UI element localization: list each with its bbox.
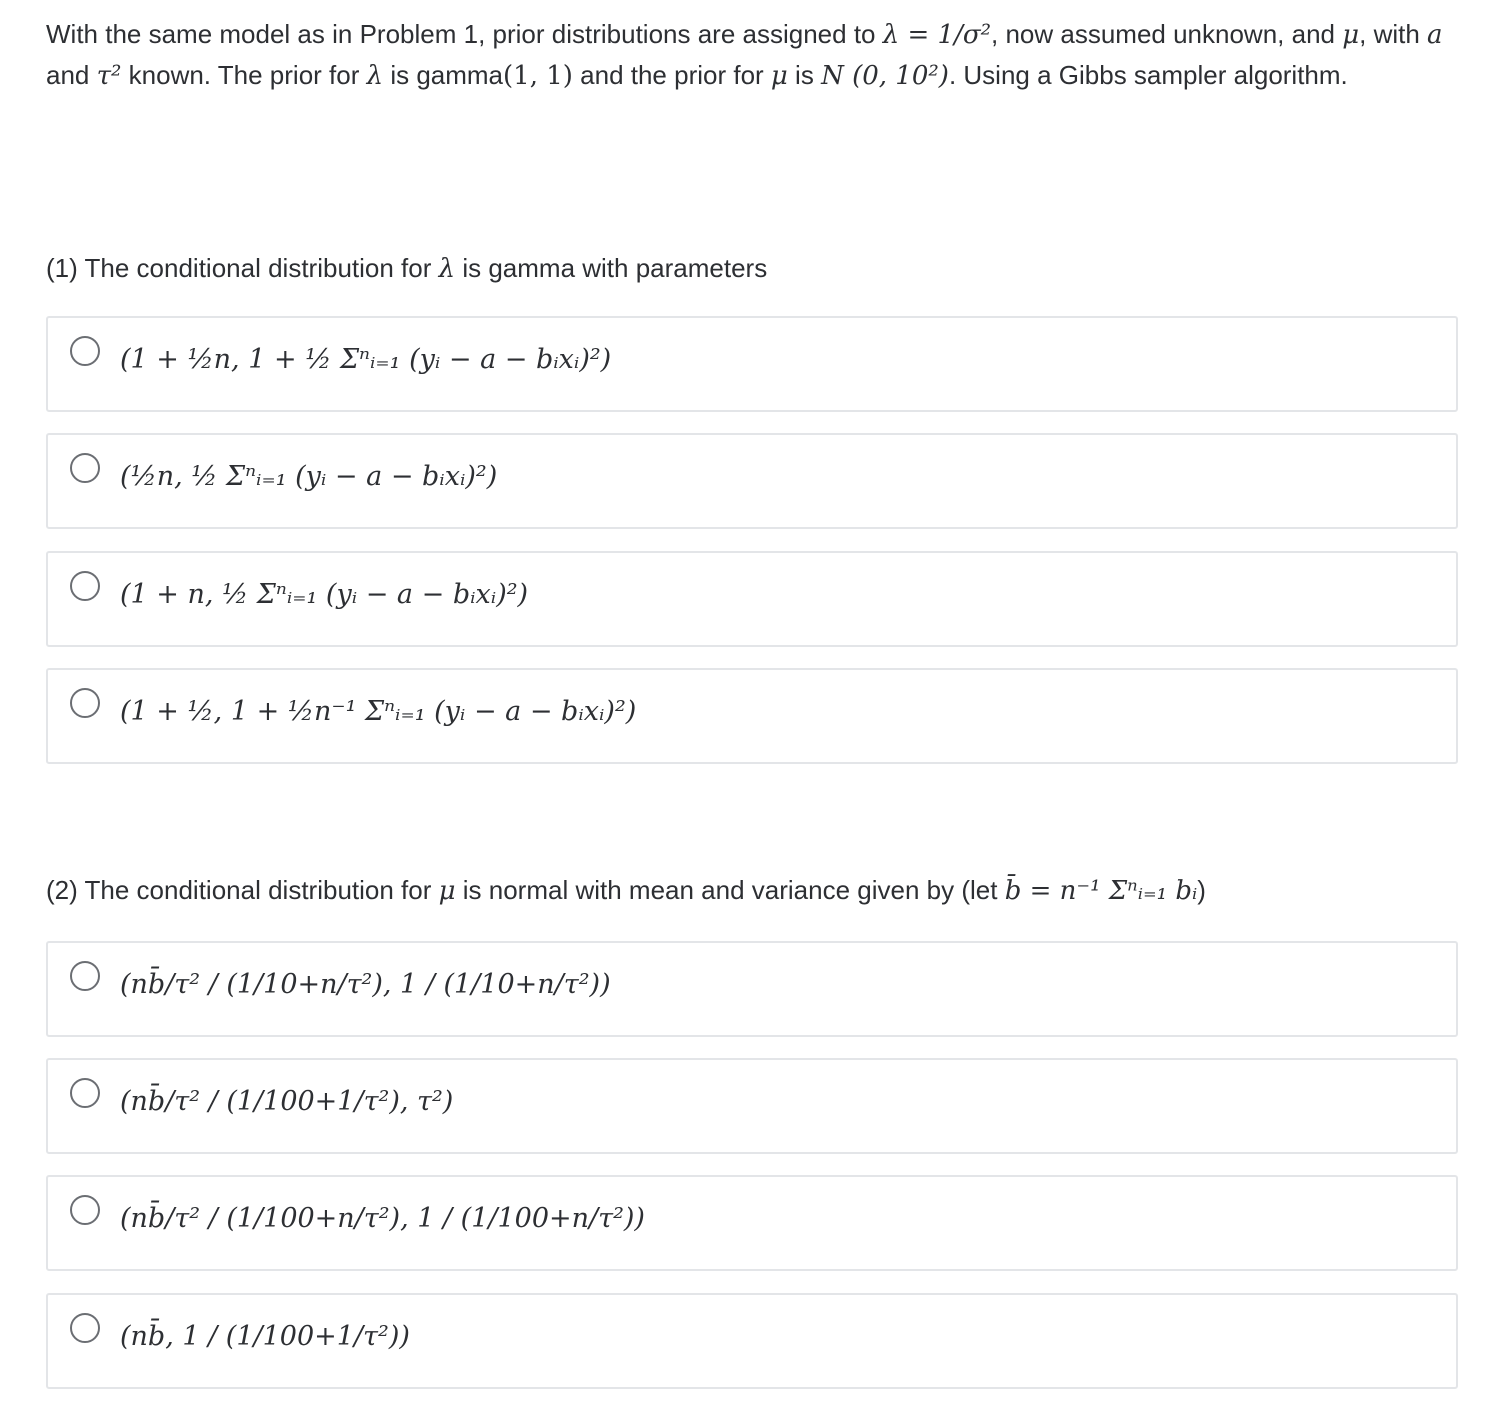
intro-text-8: is (787, 60, 822, 90)
radio-button-icon[interactable] (70, 1195, 100, 1225)
intro-text-6: is gamma (383, 60, 504, 90)
question-2-prefix: (2) The conditional distribution for (46, 875, 439, 905)
b-bar-definition: b̄ = n⁻¹ Σⁿᵢ₌₁ bᵢ (1004, 876, 1198, 906)
question-2-suffix: ) (1197, 875, 1206, 905)
question-2-option-1[interactable] (46, 941, 1458, 1037)
option-label: (1 + n, ½ Σⁿᵢ₌₁ (yᵢ − a − bᵢxᵢ)²) (120, 579, 529, 610)
question-2-middle: is normal with mean and variance given by (let (455, 875, 1005, 905)
gamma-parameters: (1, 1) (503, 61, 573, 91)
lambda-symbol: λ (366, 61, 384, 91)
normal-prior: N (0, 10²) (821, 61, 949, 91)
question-1-prompt (46, 248, 767, 289)
radio-button-icon[interactable] (70, 453, 100, 483)
question-2-option-3[interactable] (46, 1175, 1458, 1271)
question-2-prompt (46, 870, 1206, 911)
question-1-suffix: is gamma with parameters (455, 253, 768, 283)
question-1-option-4[interactable] (46, 668, 1458, 764)
radio-button-icon[interactable] (70, 336, 100, 366)
intro-text-9: . Using a Gibbs sampler algorithm. (948, 60, 1348, 90)
intro-text-5: known. The prior for (121, 60, 367, 90)
intro-text-1: With the same model as in Problem 1, prior distributions are assigned to (46, 19, 883, 49)
intro-text-2: , now assumed unknown, and (991, 19, 1343, 49)
mu-symbol-2: μ (770, 61, 788, 91)
question-1-symbol: λ (438, 254, 456, 284)
option-label: (½n, ½ Σⁿᵢ₌₁ (yᵢ − a − bᵢxᵢ)²) (120, 461, 498, 492)
question-1-option-3[interactable] (46, 551, 1458, 647)
tau-squared-symbol: τ² (96, 61, 122, 91)
question-1-option-1[interactable] (46, 316, 1458, 412)
problem-statement (46, 14, 1462, 96)
option-label: (nb̄/τ² / (1/10+n/τ²), 1 / (1/10+n/τ²)) (120, 969, 611, 1000)
question-2-option-2[interactable] (46, 1058, 1458, 1154)
option-label: (1 + ½, 1 + ½n⁻¹ Σⁿᵢ₌₁ (yᵢ − a − bᵢxᵢ)²) (120, 696, 637, 727)
question-2-option-4[interactable] (46, 1293, 1458, 1389)
intro-text-3: , with (1359, 19, 1428, 49)
question-1-prefix: (1) The conditional distribution for (46, 253, 439, 283)
quiz-page (46, 0, 1462, 1352)
radio-button-icon[interactable] (70, 1313, 100, 1343)
lambda-definition: λ = 1/σ² (882, 20, 991, 50)
mu-symbol: μ (1342, 20, 1360, 50)
radio-button-icon[interactable] (70, 688, 100, 718)
radio-button-icon[interactable] (70, 961, 100, 991)
option-label: (nb̄/τ² / (1/100+n/τ²), 1 / (1/100+n/τ²)) (120, 1203, 645, 1234)
option-label: (1 + ½n, 1 + ½ Σⁿᵢ₌₁ (yᵢ − a − bᵢxᵢ)²) (120, 344, 612, 375)
intro-text-7: and the prior for (572, 60, 771, 90)
option-label: (nb̄/τ² / (1/100+1/τ²), τ²) (120, 1086, 454, 1117)
question-2-symbol: μ (438, 876, 456, 906)
option-label: (nb̄, 1 / (1/100+1/τ²)) (120, 1321, 410, 1352)
radio-button-icon[interactable] (70, 571, 100, 601)
intro-text-4: and (46, 60, 97, 90)
radio-button-icon[interactable] (70, 1078, 100, 1108)
question-1-option-2[interactable] (46, 433, 1458, 529)
a-symbol: a (1427, 20, 1443, 50)
